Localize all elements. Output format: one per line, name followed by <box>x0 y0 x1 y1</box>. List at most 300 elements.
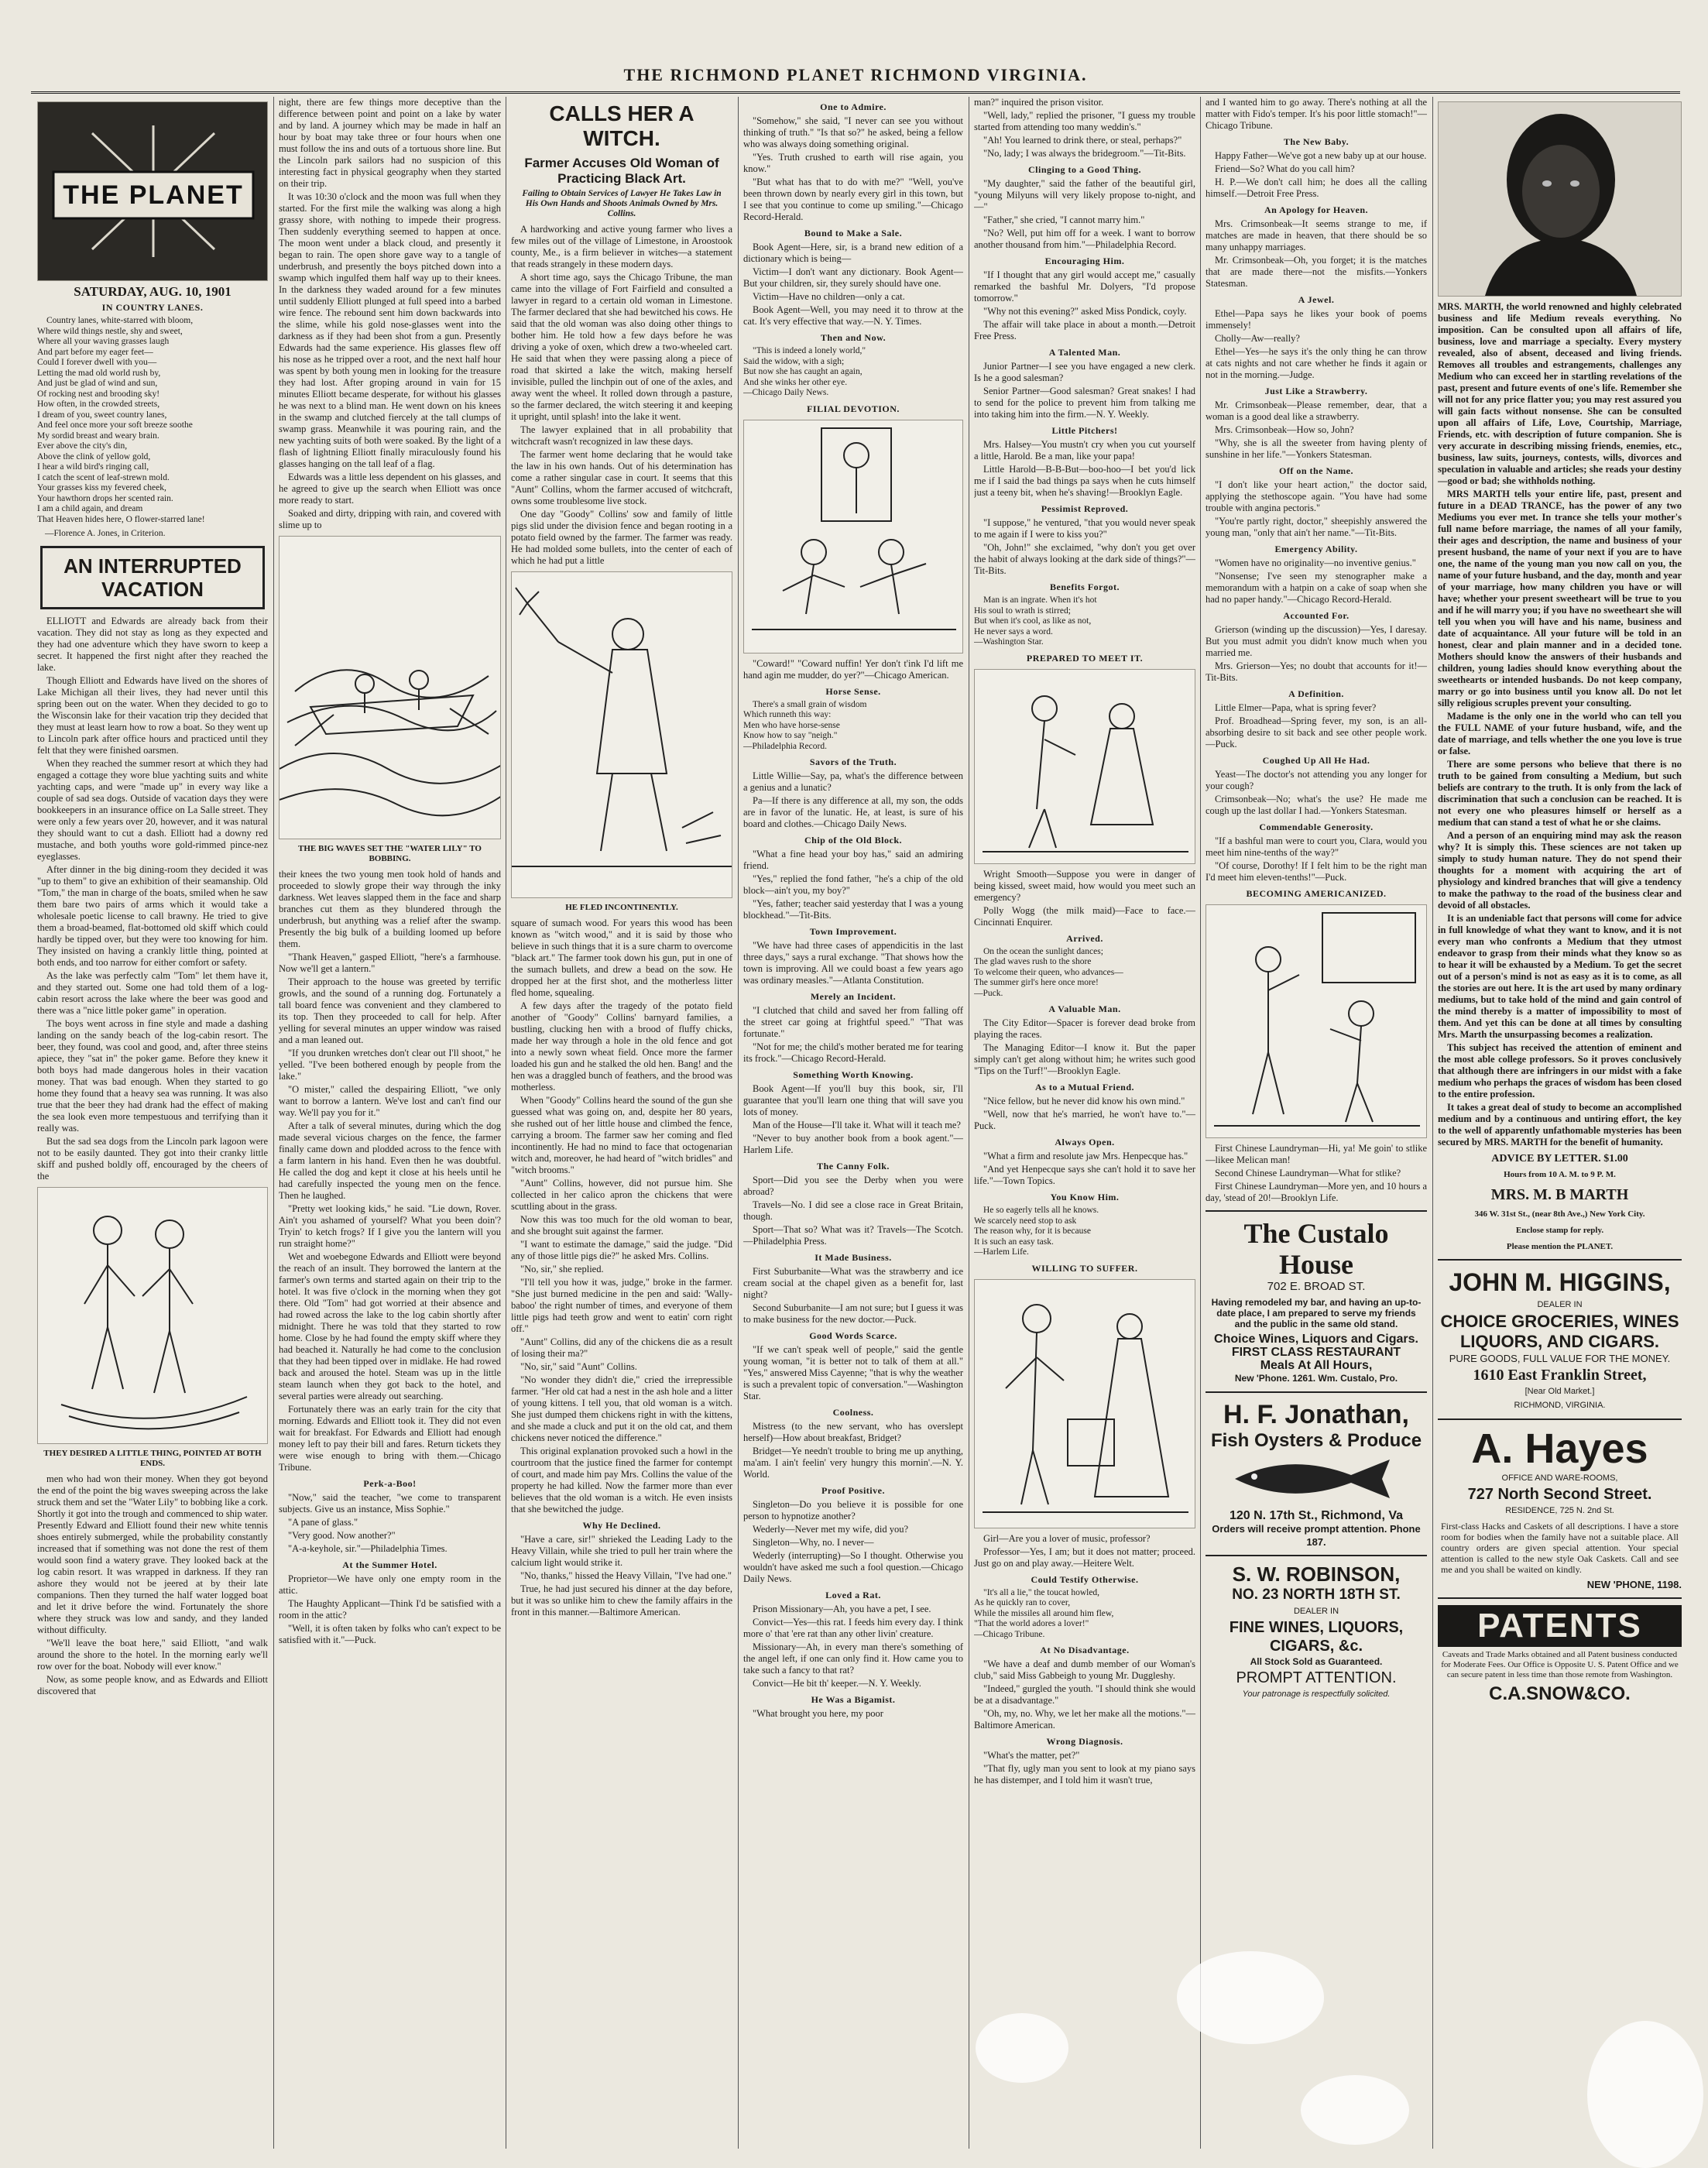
paragraph: men who had won their money. When they got beyond the end of the point the big waves sweeping across the lake struck them and set the "Water Lily" to bobbing like a cork. Shortly it got into the trough and commenced to ship water. Presently Edward and Elliott found their new white tennis shoes entirely submerged, while the probability constantly increased that if something was not done the rest of them would soon find a watery grave. They looked back at the log cabin resort. It was wrapped in darkness. If they ran ashore they would not be jeered at by their late companions. Then they turned the half water logged boat and let it drive before the wind. Fortunately the shore where they struck was low and sandy, and they landed without difficulty. <box>37 1473 268 1635</box>
ad-line: NEW 'PHONE, 1198. <box>1586 1579 1682 1590</box>
paragraph: "Indeed," gurgled the youth. "I should think she would be at a disadvantage." <box>974 1683 1195 1706</box>
ad-divider <box>1206 1555 1427 1556</box>
ad-line: Enclose stamp for reply. <box>1515 1226 1604 1235</box>
paragraph: This original explanation provoked such a howl in the courtroom that the justice fined the farmer for contempt of court, and made him pay Mrs. Collins the value of the property he had killed. Now the farmer more than ever believes that the old woman is a witch. He even insists that she bewitched the judge. <box>511 1446 732 1515</box>
paragraph: Proprietor—We have only one empty room in the attic. <box>279 1573 501 1596</box>
ad-title: H. F. Jonathan, <box>1223 1400 1409 1429</box>
section-heading: The Canny Folk. <box>817 1161 890 1171</box>
poem-title: IN COUNTRY LANES. <box>101 302 204 313</box>
family-drawing-icon <box>744 420 963 653</box>
section-heading: Why He Declined. <box>582 1520 661 1531</box>
paragraph: MRS MARTH tells your entire life, past, present and future in a DEAD TRANCE, has the power of any two Mediums you ever met. In trance she tells your mother's full name before marriage, the names of all your family, their ages and description, the name and business of your present husband, the name of your next if you are to have one, the name of the young man you now call on you, the name of your future husband, and the day, month and year of your marriage, how many children you have or will have; whether your present sweetheart will be true to you and if he will marry you; if you have no sweetheart she will tell you when you will have and his name, business and date of acquaintance. All your future will be told in an honest, clear and plain manner and in a decided tone. Mothers should know the answers of their husbands and children, young ladies should know everything about the sweethearts or intended husbands. Do not keep company, marry or go into business until you know all. Do not let silly religious scruples prevent your consulting. <box>1438 489 1682 708</box>
ad-higgins <box>1438 1267 1682 1412</box>
witch-drawing-icon <box>512 572 732 897</box>
paragraph: "No, thanks," hissed the Heavy Villain, "I've had one." <box>520 1570 732 1581</box>
section-heading: As to a Mutual Friend. <box>1035 1082 1134 1093</box>
paragraph: Singleton—Do you believe it is possible for one person to hypnotize another? <box>743 1499 963 1521</box>
paragraph: "Now," said the teacher, "we come to transparent subjects. Give us an instance, Miss Sophie." <box>279 1492 501 1515</box>
paragraph: "Very good. Now another?" <box>288 1530 396 1541</box>
paragraph: Man of the House—I'll take it. What will it teach me? <box>753 1120 961 1130</box>
section-heading: Chip of the Old Block. <box>804 835 903 846</box>
section-heading: Coolness. <box>832 1407 874 1418</box>
column-rule <box>273 97 274 2149</box>
ad-line: 346 W. 31st St., (near 8th Ave.,) New York City. <box>1474 1209 1645 1219</box>
paper-damage <box>976 2013 1068 2083</box>
paragraph: Grierson (winding up the discussion)—Yes, I daresay. But you must admit you didn't know much when you married me. <box>1206 624 1427 658</box>
section-heading: Then and Now. <box>820 332 887 343</box>
paragraph: Mrs. Grierson—Yes; no doubt that accounts for it!—Tit-Bits. <box>1206 660 1427 683</box>
ad-address: 120 N. 17th St., Richmond, Va <box>1229 1509 1404 1522</box>
paragraph: After a talk of several minutes, during which the dog made several vicious charges on the fence, the farmer finally came down and plodded across to the fence with a farm lantern in his hand. Even then he was doubtful. He called the dog and kept it close at his heels until he had carefully inspected the young men on the fence. Then he laughed. <box>279 1120 501 1201</box>
paragraph: "You're partly right, doctor," sheepishly answered the young man, "only that ain't her name."—Tit-Bits. <box>1206 516 1427 538</box>
ad-custalo-house <box>1206 1218 1427 1385</box>
section-heading: Accounted For. <box>1283 610 1350 621</box>
paragraph: "What's the matter, pet?" <box>983 1750 1080 1761</box>
paragraph: Mr. Crimsonbeak—Oh, you forget; it is the matches that are made there—not the misfits.—Yonkers Statesman. <box>1206 255 1427 289</box>
ad-line: [Near Old Market.] <box>1525 1387 1595 1396</box>
paragraph: Girl—Are you a lover of music, professor? <box>983 1532 1151 1544</box>
ad-title: The Custalo House <box>1243 1218 1389 1280</box>
paragraph: "What a firm and resolute jaw Mrs. Henpecque has." <box>983 1151 1188 1161</box>
poem-body: "It's all a lie," the toucat howled, As he quickly ran to cover, While the missiles all around him flew, "That the world adores a lover!" —Chicago Tribune. <box>974 1587 1114 1639</box>
section-heading: A Talented Man. <box>1048 347 1121 358</box>
paragraph: The farmer went home declaring that he would take the law in his own hands. Out of his determination has come a rather singular case in court. It seems that this "Aunt" Collins, whom the farmer accused of witchcraft, owns some troublesome live stock. <box>511 449 732 506</box>
sailors-drawing-icon <box>38 1188 268 1443</box>
paragraph: Pa—If there is any difference at all, my son, the odds are in favor of the lunatic. He, at least, is sure of his board and clothes.—Chicago Daily News. <box>743 795 963 829</box>
paragraph: Sport—Did you see the Derby when you were abroad? <box>743 1175 963 1197</box>
paragraph: ELLIOTT and Edwards are already back from their vacation. They did not stay as long as they expected and they had one adventure which they have sworn to keep a secret. It happened the first night after they reached the lake. <box>37 616 268 673</box>
paragraph: "Not for me; the child's mother berated me for tearing its frock."—Chicago Record-Herald. <box>743 1041 963 1064</box>
paragraph: Little Willie—Say, pa, what's the difference between a genius and a lunatic? <box>743 770 963 793</box>
paragraph: Little Elmer—Papa, what is spring fever? <box>1215 702 1377 713</box>
paragraph: The Managing Editor—I know it. But the paper simply can't get along without him; he writes such good "Tips on the Turf!"—Brooklyn Eagle. <box>974 1042 1195 1076</box>
ad-address: 1610 East Franklin Street, <box>1473 1367 1647 1384</box>
section-heading: You Know Him. <box>1050 1192 1120 1202</box>
paragraph: Missionary—Ah, in every man there's something of the angel left, if one can only find it. How came you to take such a fancy to that rat? <box>743 1641 963 1676</box>
section-heading: It Made Business. <box>815 1252 892 1263</box>
illustration-prepared <box>974 669 1195 864</box>
section-heading: He Was a Bigamist. <box>811 1694 896 1705</box>
paragraph: "If you drunken wretches don't clear out I'll shoot," he yelled. "I've been bothered enough by people from the lake." <box>279 1048 501 1082</box>
portrait-icon <box>1439 102 1682 296</box>
paragraph: Mrs. Crimsonbeak—How so, John? <box>1215 424 1354 435</box>
poem-body: On the ocean the sunlight dances; The glad waves rush to the shore To welcome their queen, who advances— The summer girl's here once more! —Puck. <box>974 946 1123 998</box>
paragraph: "That fly, ugly man you sent to look at my piano says he has distemper, and I told him it wasn't true, <box>974 1763 1195 1786</box>
paragraph: As the lake was perfectly calm "Tom" let them have it, and they started out. Some one had told them of a log-cabin resort across the lake where the beer was good and there was a "nice little poker game" in operation. <box>37 970 268 1016</box>
ad-divider <box>1438 1418 1682 1420</box>
section-heading: One to Admire. <box>820 101 887 112</box>
planet-logo <box>37 101 268 281</box>
paragraph: "Why, she is all the sweeter from having plenty of sunshine in her life."—Yonkers Statesman. <box>1206 437 1427 460</box>
paragraph: their knees the two young men took hold of hands and proceeded to slowly grope their way through the inky darkness. Wet leaves slapped them in the face and sharp branches cut them as they blundered through the underbrush, but anything was a relief after the swamp. Presently the big bulk of a building loomed up before them. <box>279 869 501 949</box>
poem-body: "This is indeed a lonely world," Said the widow, with a sigh; But now she has caught an again, And she winks her other eye. —Chicago Daily News. <box>743 346 866 397</box>
paragraph: "Coward!" "Coward nuffin! Yer don't t'ink I'd lift me hand agin me mudder, do yer?"—Chicago American. <box>743 657 963 681</box>
section-heading: Benefits Forgot. <box>1050 581 1120 592</box>
masthead-rule <box>31 91 1680 94</box>
paragraph: Soaked and dirty, dripping with rain, and covered with slime up to <box>279 508 501 530</box>
paragraph: "A-a-keyhole, sir."—Philadelphia Times. <box>288 1543 448 1554</box>
column-3 <box>511 97 732 2149</box>
paragraph: The Haughty Applicant—Think I'd be satisfied with a room in the attic? <box>279 1598 501 1621</box>
paragraph: Cholly—Aw—really? <box>1215 333 1300 344</box>
section-heading: Just Like a Strawberry. <box>1264 386 1368 396</box>
section-heading: At the Summer Hotel. <box>342 1559 437 1570</box>
paragraph: Prof. Broadhead—Spring fever, my son, is an all-absorbing desire to sit back and see other people work.—Puck. <box>1206 715 1427 750</box>
paragraph: Wederly (interrupting)—So I thought. Otherwise you wouldn't have asked me such a fool question.—Chicago Daily News. <box>743 1550 963 1584</box>
paragraph: "Ah! You learned to drink there, or steal, perhaps?" <box>983 135 1182 146</box>
section-heading: Something Worth Knowing. <box>793 1069 914 1080</box>
section-heading: Bound to Make a Sale. <box>804 228 903 238</box>
paragraph: One day "Goody" Collins' sow and family of little pigs slid under the division fence and began rooting in a potato field owned by the farmer. The farmer was ready. He had molded some bullets, into the center of each of which he had put a little <box>511 509 732 566</box>
paragraph: "Yes, father; teacher said yesterday that I was a young blockhead."—Tit-Bits. <box>743 898 963 921</box>
paragraph: "And yet Henpecque says she can't hold it to save her life."—Town Topics. <box>974 1164 1195 1186</box>
ad-line: Hours from 10 A. M. to 9 P. M. <box>1504 1170 1616 1179</box>
paragraph: man?" inquired the prison visitor. <box>974 97 1104 108</box>
paragraph: Bridget—Ye needn't trouble to bring me up anything, ma'am. I ain't feelin' very hungry this mornin'.—N. Y. World. <box>743 1446 963 1480</box>
ad-title: A. Hayes <box>1471 1425 1648 1472</box>
paragraph: Second Suburbanite—I am not sure; but I guess it was to make business for the new doctor.—Puck. <box>743 1302 963 1325</box>
paragraph: Convict—Yes—this rat. I feeds him every day. I think more o' that 'ere rat than any other livin' creature. <box>743 1617 963 1639</box>
paragraph: True, he had just secured his dinner at the day before, but it was so unlike him to chew the family affairs in the front in this manner.—Baltimore American. <box>511 1583 732 1617</box>
paragraph: "If I thought that any girl would accept me," casually remarked the bashful Mr. Dolyers, "I'd propose tomorrow." <box>974 269 1195 304</box>
paragraph: Book Agent—If you'll buy this book, sir, I'll guarantee that you'll learn one thing that will save you lots of money. <box>743 1083 963 1117</box>
section-heading: Clinging to a Good Thing. <box>1028 164 1141 175</box>
paragraph: "Somehow," she said, "I never can see you without thinking of truth." "Is that so?" he asked, being a fellow who was always doing something original. <box>743 115 963 149</box>
poem-body: Country lanes, white-starred with bloom, Where wild things nestle, shy and sweet, Where all your waving grasses laugh And part before my eager feet— Could I forever dwell with you— Letting the mad old world rush by, And just be glad of wind and sun, Of rocking nest and brooding sky! How often, in the crowded streets, I dream of you, sweet country lanes, And feel once more your soft breeze soothe My sordid breast and weary brain. Ever above the city's din, Above the clink of yellow gold, I hear a wild bird's ringing call, I catch the scent of leaf-strewn mold. Your grasses kiss my fevered cheek, Your hawthorn drops her scented rain. I am a child again, and dream That Heaven hides here, O flower-starred lane! <box>37 316 205 524</box>
section-heading: An Apology for Heaven. <box>1264 204 1369 215</box>
section-heading: Encouraging Him. <box>1044 256 1125 266</box>
paragraph: "Women have no originality—no inventive genius." <box>1215 557 1416 568</box>
paragraph: The affair will take place in about a month.—Detroit Free Press. <box>974 319 1195 341</box>
logo-text: THE PLANET <box>63 180 244 210</box>
paragraph: "Yes," replied the fond father, "he's a chip of the old block—ain't you, my boy?" <box>743 873 963 896</box>
paragraph: Now, as some people know, and as Edwards and Elliott discovered that <box>37 1674 268 1696</box>
section-heading: BECOMING AMERICANIZED. <box>1246 888 1387 899</box>
illustration-caption: THEY DESIRED A LITTLE THING, POINTED AT BOTH ENDS. <box>43 1449 262 1468</box>
ad-title: PATENTS <box>1438 1605 1682 1647</box>
ad-line: Fish Oysters & Produce <box>1210 1430 1422 1451</box>
paragraph: "Aunt" Collins, did any of the chickens die as a result of losing their ma?" <box>511 1336 732 1359</box>
paragraph: "No, sir," said "Aunt" Collins. <box>520 1361 637 1372</box>
section-heading: Wrong Diagnosis. <box>1046 1736 1123 1747</box>
portrait-mrs-marth <box>1438 101 1682 297</box>
paragraph: "I'll tell you how it was, judge," broke in the farmer. "She just burned medicine in the pen and said: 'Wally-baboo' the right number of times, and everyone of them little pigs had teeth grow and went to eatin' corn right off." <box>511 1277 732 1334</box>
paragraph: It was 10:30 o'clock and the moon was full when they started. For the first mile the walking was along a high grassy shore, with nothing to impede their progress. Then suddenly everything seemed to happen at once. The moon went under a black cloud, and presently it began to rain. The open shore gave way to a tangle of underbrush, and presently the boys pitched down into a swamp which ingulfed them half way up to their knees. In the darkness they waded around for a few minutes until suddenly Elliott plunged at full speed into a barbed wire fence. The rebound sent him down backwards into the slime, while his gold nose-glasses went into the darkness as if they had been shot from a gun. Presently Edwards had the same experience. His glasses flew off his nose as he tripped over a root, and the next half hour was spent by both young men in looking for the treasure they had lost. After groping around in vain for 15 minutes Elliott became desperate, for without his glasses he was next to a blind man. He went down on his knees in the swamp and clutched fiercely at the tall clumps of swamp grass. Meanwhile it was pouring rain, and the new yachting suits of both were soaked. By the light of a flash of lightning Elliott finally miraculously found his glasses hanging on the tall leaf of a flag. <box>279 191 501 469</box>
column-rule <box>1432 97 1433 2149</box>
section-heading: Coughed Up All He Had. <box>1262 755 1370 766</box>
paragraph: This subject has received the attention of eminent and the most able college professors. So it proves conclusively that although there are infringers in our midst with a fake medium who perhaps the graces of wisdom has been closed to the entire profession. <box>1438 1042 1682 1099</box>
paragraph: "What a fine head your boy has," said an admiring friend. <box>743 849 963 871</box>
paragraph: "We'll leave the boat here," said Elliott, "and walk around the shore to the hotel. In the morning early we'll row over for the boat. Nobody will ever know." <box>37 1638 268 1672</box>
section-heading: Off on the Name. <box>1279 465 1353 476</box>
ad-text: Having remodeled my bar, and having an up-to-date place, I am prepared to serve my friends and the public in the same old stand. <box>1211 1297 1422 1329</box>
section-heading: Always Open. <box>1055 1137 1115 1147</box>
section-heading: A Jewel. <box>1298 294 1335 305</box>
paragraph: Prison Missionary—Ah, you have a pet, I see. <box>753 1604 931 1614</box>
paragraph: Now this was too much for the old woman to bear, and she brought suit against the farmer. <box>511 1214 732 1237</box>
paper-damage <box>1177 1951 1324 2044</box>
ad-divider <box>1206 1210 1427 1212</box>
paragraph: "Aunt" Collins, however, did not pursue him. She collected in her calico apron the chickens that were scuttling about in the grass. <box>511 1178 732 1212</box>
ad-address: 702 E. BROAD ST. <box>1267 1280 1366 1293</box>
paragraph: "Never to buy another book from a book agent."—Harlem Life. <box>743 1133 963 1155</box>
paragraph: Senior Partner—Good salesman? Great snakes! I had to send for the police to prevent him from talking me into taking him into the firm.—N. Y. Weekly. <box>974 386 1195 420</box>
paper-damage <box>1587 2021 1703 2168</box>
paragraph: "Thank Heaven," gasped Elliott, "here's a farmhouse. Now we'll get a lantern." <box>279 952 501 974</box>
illustration-laundrymen <box>1206 904 1427 1138</box>
paragraph: "Well, lady," replied the prisoner, "I guess my trouble started from attending too many weddin's." <box>974 110 1195 132</box>
paragraph: and I wanted him to go away. There's nothing at all the matter with Fido's temper. It's his poor little stomach!"—Chicago Tribune. <box>1206 97 1427 131</box>
section-heading: WILLING TO SUFFER. <box>1031 1262 1138 1274</box>
couple-drawing-icon <box>975 670 1195 863</box>
paragraph: When "Goody" Collins heard the sound of the gun she guessed what was going on, and, despite her 80 years, she rushed out of her little house and climbed the fence, carrying a broom. The farmer saw her coming and fled incontinently. He had no mind to face that octogenarian witch and, moreover, he had heard of "witch bridles" and "witch brooms." <box>511 1095 732 1175</box>
ad-hayes <box>1438 1426 1682 1591</box>
ad-line: DEALER IN <box>1293 1607 1339 1616</box>
paragraph: "Nice fellow, but he never did know his own mind." <box>983 1096 1185 1106</box>
illustration-filial <box>743 420 963 653</box>
paragraph: It takes a great deal of study to become an accomplished medium and by a continuous and untiring effort, the key to the well of apparently unfathomable mysteries has been secured by MRS. MARTH for the benefit of humanity. <box>1438 1102 1682 1147</box>
paragraph: The City Editor—Spacer is forever dead broke from playing the races. <box>974 1017 1195 1040</box>
paragraph: Convict—He bit th' keeper.—N. Y. Weekly. <box>753 1678 921 1689</box>
paragraph: "No? Well, put him off for a week. I want to borrow another thousand from him."—Philadelphia Record. <box>974 228 1195 250</box>
paragraph: Victim—Have no children—only a cat. <box>753 291 905 302</box>
paragraph: Though Elliott and Edwards have lived on the shores of Lake Michigan all their lives, they had never until this spring been out on the water. When they decided to go to the Wisconsin lake for their vacation trip they decided that they must at least learn how to row a boat. So they went up to Lincoln park after office hours and practiced until they felt that they were finished oarsmen. <box>37 675 268 756</box>
ad-line: Please mention the PLANET. <box>1506 1242 1614 1251</box>
paragraph: Book Agent—Well, you may need it to throw at the cat. It's very effective that way.—N. Y. Times. <box>743 304 963 327</box>
ad-jonathan <box>1206 1399 1427 1549</box>
ad-line: All Stock Sold as Guaranteed. <box>1250 1656 1383 1667</box>
article-subdeck: Failing to Obtain Services of Lawyer He Takes Law in His Own Hands and Shoots Animals Owned by Mrs. Collins. <box>522 189 722 218</box>
column-6 <box>1206 97 1427 2149</box>
paragraph: "No, sir," she replied. <box>520 1264 604 1274</box>
section-heading: Could Testify Otherwise. <box>1031 1573 1139 1585</box>
ad-line: PROMPT ATTENTION. <box>1236 1669 1397 1686</box>
paragraph: "Pretty wet looking kids," he said. "Lie down, Rover. Ain't you ashamed of yourself? What you been doin'? Tryin' to ketch frogs? If I give you the lantern will you run straight home?" <box>279 1203 501 1249</box>
paragraph: "I don't like your heart action," the doctor said, applying the stethoscope again. "You have had some trouble with angina pectoris." <box>1206 479 1427 513</box>
paragraph: Fortunately there was an early train for the city that morning. Edwards and Elliott took it. They did not even wait for breakfast. For Edwards and Elliott had enough money left to pay their bill and fares. Return tickets they were wise enough to bring with them.—Chicago Tribune. <box>279 1404 501 1473</box>
paragraph: Yeast—The doctor's not attending you any longer for your cough? <box>1206 769 1427 791</box>
paragraph: "What brought you here, my poor <box>753 1708 883 1719</box>
section-heading: PREPARED TO MEET IT. <box>1026 652 1144 664</box>
section-heading: Savors of the Truth. <box>809 756 897 767</box>
paragraph: square of sumach wood. For years this wood has been known as "witch wood," and it is said by those who believe in such things that it is a sure charm to overcome "black art." The farmer took down his gun, put in one of the sumach bullets, and drew a bead on the sow. He dropped her at the first shot, and the motherless litter fled home, squealing. <box>511 918 732 998</box>
illustration-sailors <box>37 1187 268 1444</box>
ad-line: Your patronage is respectfully solicited. <box>1242 1689 1391 1699</box>
paragraph: A hardworking and active young farmer who lives a few miles out of the village of Limestone, in Aroostook county, Me., is a firm believer in witches—a statement that reads strangely in these modern days. <box>511 224 732 269</box>
paragraph: And a person of an enquiring mind may ask the reason why? It is simply this. These sciences are not taken up simply to study human nature. They do not spend their thoughts for a moment with acquiring the art of physiology and kindred branches that will give a tendency to make the pathway to the road of the business clear and devoid of all obstacles. <box>1438 830 1682 911</box>
ad-line: FIRST CLASS RESTAURANT <box>1231 1346 1401 1359</box>
ad-address: NO. 23 NORTH 18TH ST. <box>1232 1587 1401 1603</box>
ad-line: DEALER IN <box>1537 1300 1583 1309</box>
paragraph: "I clutched that child and saved her from falling off the street car going at frightful speed." "That was fortunate." <box>743 1005 963 1039</box>
paragraph: Sport—That so? What was it? Travels—The Scotch.—Philadelphia Press. <box>743 1224 963 1247</box>
paragraph: Crimsonbeak—No; what's the use? He made me cough up the last dollar I had.—Yonkers Statesman. <box>1206 794 1427 816</box>
section-heading: FILIAL DEVOTION. <box>807 403 900 414</box>
paragraph: Wright Smooth—Suppose you were in danger of being kissed, sweet maid, how would you meet such an emergency? <box>974 868 1195 903</box>
paragraph: "We have had three cases of appendicitis in the last three days," says a rural exchange. "That shows how the town is improving. All we could boast a few years ago was ordinary measles."—Atlanta Constitution. <box>743 940 963 986</box>
column-4 <box>743 97 963 2149</box>
illustration-witch <box>511 571 732 898</box>
section-heading: Horse Sense. <box>825 685 881 697</box>
paragraph: "My daughter," said the father of the beautiful girl, "young Milyuns will very likely propose to-night, and—" <box>974 178 1195 212</box>
masthead: THE RICHMOND PLANET RICHMOND VIRGINIA. <box>623 65 1088 84</box>
paragraph: "Have a care, sir!" shrieked the Leading Lady to the Heavy Villain, while she tried to pull her train where the calcium light would strike it. <box>511 1534 732 1568</box>
paragraph: "If a bashful man were to court you, Clara, would you meet him nine-tenths of the way?" <box>1206 835 1427 858</box>
ad-line: RESIDENCE, 725 N. 2nd St. <box>1505 1506 1614 1515</box>
section-heading: At No Disadvantage. <box>1040 1645 1130 1655</box>
ad-line: Choice Wines, Liquors and Cigars. <box>1214 1333 1418 1346</box>
ad-address: 727 North Second Street. <box>1467 1486 1652 1503</box>
column-rule <box>738 97 739 2149</box>
poem-body: There's a small grain of wisdom Which runneth this way: Men who have horse-sense Know how to say "neigh." —Philadelphia Record. <box>743 699 867 751</box>
paragraph: Their approach to the house was greeted by terrific growls, and the sound of a running dog. Fortunately a tall board fence was convenient and they clambered to its top. Then they proceeded to call for help. After yelling for several minutes an upper window was raised and a man leaned out. <box>279 976 501 1045</box>
paragraph: A few days after the tragedy of the potato field another of "Goody" Collins' barnyard families, a bustling, clucking hen with a brood of fluffy chicks, made her way through a hole in the old fence and got into a newly sown wheat field. Once more the farmer loaded his gun and he stalked the old hen. Bang! and the hen was a draggled bunch of feathers, and the brood was motherless. <box>511 1000 732 1093</box>
paragraph: Second Chinese Laundryman—What for stlike? <box>1215 1168 1401 1178</box>
section-heading: Town Improvement. <box>809 926 897 937</box>
paragraph: "I want to estimate the damage," said the judge. "Did any of those little pigs die?" he asked Mrs. Collins. <box>511 1239 732 1261</box>
paragraph: Happy Father—We've got a new baby up at our house. <box>1215 150 1427 161</box>
paragraph: Mrs. Halsey—You mustn't cry when you cut yourself a little, Harold. Be a man, like your papa! <box>974 439 1195 461</box>
issue-date: SATURDAY, AUG. 10, 1901 <box>74 284 232 299</box>
ad-line: C.A.SNOW&CO. <box>1489 1683 1631 1704</box>
paragraph: H. P.—We don't call him; he does all the calling himself.—Detroit Free Press. <box>1206 177 1427 199</box>
paragraph: Wederly—Never met my wife, did you? <box>753 1524 909 1535</box>
paragraph: "Nonsense; I've seen my stenographer make a memorandum with a hatpin on a cake of soap when she had no paper handy."—Chicago Record-Herald. <box>1206 571 1427 605</box>
ad-line: Meals At All Hours, <box>1260 1359 1373 1372</box>
paragraph: "Oh, John!" she exclaimed, "why don't you get over the habit of always looking at the dark side of things?"—Tit-Bits. <box>974 542 1195 576</box>
paragraph: "I suppose," he ventured, "that you would never speak to me again if I were to kiss you?" <box>974 517 1195 540</box>
paragraph: Victim—I don't want any dictionary. Book Agent—But your children, sir, they surely should have one. <box>743 266 963 289</box>
paragraph: After dinner in the big dining-room they decided it was "up to them" to give an exhibition of their seamanship. Old "Tom," the man in charge of the boats, smiled when he saw them bare two pairs of arms which it would take a wholesale poetic license to call brawny. He tried to give them a broad-beamed, flat-bottomed old skiff which could hardly be tipped over, but they were too knowing for him. They insisted on having a crankly little thing, pointed at both ends, and too narrow for either comfort or safety. <box>37 864 268 968</box>
rowboat-drawing-icon <box>280 537 501 839</box>
paragraph: Mr. Crimsonbeak—Please remember, dear, that a woman is a good deal like a strawberry. <box>1206 400 1427 422</box>
paragraph: Madame is the only one in the world who can tell you the FULL NAME of your future husband, wife, and the date of marriage, and tells whether the one you love is true or false. <box>1438 711 1682 756</box>
paragraph: Little Harold—B-B-But—boo-hoo—I bet you'd lick me if I said the bad things pa says when he cuts himself just a teeny bit, when he's shaving!—Brooklyn Eagle. <box>974 464 1195 498</box>
ad-divider <box>1438 1259 1682 1261</box>
paragraph: Ethel—Yes—he says it's the only thing he can throw at cats nights and not care whether he finds it again or not in the morning.—Judge. <box>1206 346 1427 380</box>
paragraph: When they reached the summer resort at which they had engaged a cottage they wore blue yachting suits and white yachting caps, and were "made up" in every way like a couple of sad sea dogs. Outside of vacation days they were bookkeepers in an insurance office on La Salle street. They were only a few years over 20, however, and it was natural they should want to cut a dash. Elliott had a downy red mustache, and both youths wore gold-rimmed pince-nez eyeglasses. <box>37 758 268 862</box>
paragraph: "If we can't speak well of people," said the gentle young woman, "it is better not to talk of them at all." "Yes," answered Miss Cayenne; "that is why the weather is such a prevalent topic of conversation."—Washington Star. <box>743 1344 963 1401</box>
paragraph: Mrs. Crimsonbeak—It seems strange to me, if matches are made in heaven, that there should be so many unhappy marriages. <box>1206 218 1427 252</box>
fish-icon <box>1219 1452 1413 1506</box>
section-heading: Proof Positive. <box>821 1485 885 1496</box>
ad-line: MRS. M. B MARTH <box>1490 1186 1629 1203</box>
paragraph: "Of course, Dorothy! If I felt him to be the right man I'd meet him eleven-tenths!"—Puck. <box>1206 860 1427 883</box>
paragraph: It is an undeniable fact that persons will come for advice in full knowledge of what they want to know, and it is not every man who confronts a Medium that they utmost endeavor to grasp from their minds what they know so as to hear it will be exhausted by a Medium. To get the secret out of a person's mind is not as easy as it is to come, as all the stories are out here. It is the art used by many ordinary mediums, but to take hold of the mind and gain control of the mind thereby is a matter of impossibility to most of them. And yet this can be done at all times by consulting Mrs. Marth the unsurpassing becomes a realization. <box>1438 913 1682 1040</box>
paragraph: "O mister," called the despairing Elliott, "we only want to borrow a lantern. We've lost and can't find our way. We'll pay you for it." <box>279 1084 501 1118</box>
section-heading: Pessimist Reproved. <box>1041 503 1129 514</box>
paragraph: "No, lady; I was always the bridegroom."—Tit-Bits. <box>983 148 1186 159</box>
paragraph: Friend—So? What do you call him? <box>1215 163 1355 174</box>
paragraph: First Chinese Laundryman—More yen, and 10 hours a day, 'stead of 20!—Brooklyn Life. <box>1206 1181 1427 1203</box>
ad-text: Caveats and Trade Marks obtained and all Patent business conducted for Moderate Fees. Our Office is Opposite U. S. Patent Office and we can secure patent in less time than those remote from Washington. <box>1441 1650 1679 1679</box>
paragraph: There are some persons who believe that there is no truth to be gained from consulting a Medium, but such beliefs are contrary to the truth. It is only from the lack of discrimination that such a conclusion can be reached. It is not every one who pleasures himself or herself as a medium that can stand a test of what he or she claims. <box>1438 759 1682 828</box>
story-title: AN INTERRUPTED VACATION <box>40 546 265 609</box>
paragraph: Book Agent—Here, sir, is a brand new edition of a dictionary which is being— <box>743 242 963 264</box>
article-deck: Farmer Accuses Old Woman of Practicing Black Art. <box>524 156 719 186</box>
paragraph: Travels—No. I did see a close race in Great Britain, though. <box>743 1199 963 1222</box>
ad-line: New 'Phone. 1261. Wm. Custalo, Pro. <box>1234 1373 1398 1384</box>
section-heading: Merely an Incident. <box>810 991 897 1002</box>
paragraph: "A pane of glass." <box>288 1517 358 1528</box>
column-1 <box>37 97 268 2149</box>
section-heading: Emergency Ability. <box>1274 544 1358 554</box>
illustration-caption: THE BIG WAVES SET THE "WATER LILY" TO BOBBING. <box>298 844 482 863</box>
poem-author: —Florence A. Jones, in Criterion. <box>45 529 166 538</box>
ad-text: First-class Hacks and Caskets of all descriptions. I have a store room for bodies when the family have not a suitable place. All country orders are given special attention. Your special attention is called to the new style Oak Caskets. Call and see me and you shall be waited on kindly. <box>1441 1521 1679 1575</box>
paragraph: A short time ago, says the Chicago Tribune, the man came into the village of Fort Fairfield and consulted a lawyer in regard to a certain old woman in Limestone. The farmer declared that she had bewitched his cows. He said that the old woman was also doing other things to bother him. He told how a few days before he was driving a yoke of oxen, which drew a two-wheeled cart. He said that when they were passing along a piece of road that skirted a lake the witch, making herself invisible, pulled the linchpin out of one of the axles, and away went the wheel. It rolled down through a pasture, so the farmer declared, the witch steering it and keeping it upright, until splash! into the lake it went. <box>511 272 732 422</box>
column-2 <box>279 97 501 2149</box>
professor-drawing-icon <box>975 1280 1195 1528</box>
article-title: CALLS HER A WITCH. <box>549 101 695 150</box>
section-heading: A Definition. <box>1288 688 1344 699</box>
poem-body: He so eagerly tells all he knows. We scarcely need stop to ask The reason why, for it is because It is such an easy task. —Harlem Life. <box>974 1206 1099 1257</box>
paragraph: Mistress (to the new servant, who has overslept herself)—How about breakfast, Bridget? <box>743 1421 963 1443</box>
paragraph: "Yes. Truth crushed to earth will rise again, you know." <box>743 152 963 174</box>
section-heading: Arrived. <box>1066 932 1103 944</box>
paragraph: "Well, it is often taken by folks who can't expect to be satisfied with it."—Puck. <box>279 1623 501 1645</box>
section-heading: The New Baby. <box>1283 136 1350 147</box>
paragraph: The lawyer explained that in all probability that witchcraft wasn't recognized in law these days. <box>511 424 732 447</box>
section-heading: A Valuable Man. <box>1048 1003 1121 1014</box>
ad-line: OFFICE AND WARE-ROOMS, <box>1501 1473 1618 1483</box>
laundrymen-drawing-icon <box>1206 905 1427 1137</box>
section-heading: Loved a Rat. <box>825 1590 881 1600</box>
paragraph: "We have a deaf and dumb member of our Woman's club," said Miss Gabbeigh to young Mr. Duggleshy. <box>974 1659 1195 1681</box>
paragraph: Ethel—Papa says he likes your book of poems immensely! <box>1206 308 1427 331</box>
paragraph: "Father," she cried, "I cannot marry him." <box>983 214 1145 225</box>
ad-robinson <box>1206 1563 1427 1701</box>
section-heading: Good Words Scarce. <box>809 1330 897 1341</box>
paragraph: The boys went across in fine style and made a dashing landing on the sandy beach of the log-cabin resort. The beer, they found, was cool and good, and, after three steins apiece, they "sat in" the poker game. Before they knew it both boys had made dangerous holes in their vacation money. That was bad enough. When they started to go home they found that a heavy sea was running. It was also true that the beer they had drank had the effect of making the sea look even more tempestuous and terrifying than it really was. <box>37 1018 268 1134</box>
ad-title: S. W. ROBINSON, <box>1232 1563 1401 1586</box>
paragraph: MRS. MARTH, the world renowned and highly celebrated business and life Medium reveals everything. No imposition. Can be consulted upon all affairs of life, business, love and marriage a specialty. Every mystery revealed, also of absent, deceased and living friends. Removes all troubles and estrangements, challenges any Medium who can exceed her in startling revelations of the past, present and future events of one's life. Remember she will not for any price flatter you; you may rest assured you will gain facts without nonsense. She can be consulted upon all affairs of Life, Love, Courtship, Marriage, Friends, etc. with description of future companion. She is very accurate in describing missing friends, enemies, etc., business, law suits, journeys, contests, wills, divorces and speculation in valuable and articles; she reads your destiny—good or bad; she withholds nothing. <box>1438 301 1682 486</box>
paragraph: First Chinese Laundryman—Hi, ya! Me goin' to stlike—likee Melican man! <box>1206 1143 1427 1165</box>
ad-line: RICHMOND, VIRGINIA. <box>1514 1401 1606 1410</box>
paragraph: Singleton—Why, no. I never— <box>753 1537 874 1548</box>
section-heading: Commendable Generosity. <box>1259 822 1374 832</box>
ad-line: PURE GOODS, FULL VALUE FOR THE MONEY. <box>1449 1353 1671 1364</box>
paragraph: Edwards was a little less dependent on his glasses, and he agreed to give up the search when Elliott was once more ready to start. <box>279 472 501 506</box>
column-rule <box>1200 97 1201 2149</box>
section-heading: Little Pitchers! <box>1051 425 1118 436</box>
illustration-rowboat <box>279 536 501 839</box>
paragraph: Polly Wogg (the milk maid)—Face to face.—Cincinnati Enquirer. <box>974 904 1195 928</box>
paragraph: "But what has that to do with me?" "Well, you've been thrown down by nearly every girl in this town, but I see that you continue to come up smiling."—Chicago Record-Herald. <box>743 177 963 222</box>
ad-title: JOHN M. HIGGINS, <box>1449 1268 1671 1296</box>
paragraph: Wet and woebegone Edwards and Elliott were beyond the reach of an insult. They borrowed the lantern at the farmer's own terms and started again on their trip to the hotel. It was five o'clock in the morning when they got there. Old "Tom" had got worried at their absence and had rowed across the lake to the log cabin shortly after midnight. There he was told that they started to row home. Close by he had found the empty skiff where they had beached it. Naturally he had come to the conclusion that they had been tipped over in midlake. He had rowed back and aroused the hotel. Steam was up in the little steam launch when they got back to the hotel, and several parties were already out searching. <box>279 1251 501 1401</box>
ad-divider <box>1206 1391 1427 1393</box>
paragraph: Professor—Yes, I am; but it does not matter; proceed. Just go on and play away.—Heitere Welt. <box>974 1545 1195 1569</box>
paper-damage <box>1301 2075 1409 2145</box>
paragraph: "Why not this evening?" asked Miss Pondick, coyly. <box>983 306 1187 317</box>
paragraph: "Well, now that he's married, he won't have to."—Puck. <box>974 1109 1195 1131</box>
column-5 <box>974 97 1195 2149</box>
paragraph: night, there are few things more deceptive than the difference between point and point on a lake by water and by land. A journey which may be made in half an hour by boat may take three or four hours when one must follow the ins and outs of a tortuous shore line. But the Lincoln park sailors had no suspicion of this interesting fact in physical geography when they started on their trip. <box>279 97 501 189</box>
poem-body: Man is an ingrate. When it's hot His soul to wrath is stirred; But when it's cool, as like as not, He never says a word. —Washington Star. <box>974 595 1097 647</box>
paragraph: Junior Partner—I see you have engaged a new clerk. Is he a good salesman? <box>974 361 1195 383</box>
section-heading: Perk-a-Boo! <box>363 1478 417 1489</box>
paragraph: "No wonder they didn't die," cried the irrepressible farmer. "Her old cat had a nest in the ash hole and a litter of young kittens. I tell you, that old woman is a witch. She just dumped them chickens right in with the kittens, and she made a cluck and put it on the old cat, and them chickens never noticed the difference." <box>511 1374 732 1443</box>
ad-divider <box>1438 1597 1682 1599</box>
paragraph: But the sad sea dogs from the Lincoln park lagoon were not to be easily daunted. They got into their cranky little skiff and pushed boldly off, encouraged by the cheers of the <box>37 1136 268 1182</box>
illustration-caption: HE FLED INCONTINENTLY. <box>565 903 678 912</box>
paragraph: "Oh, my, no. Why, we let her make all the motions."—Baltimore American. <box>974 1708 1195 1731</box>
ad-line: FINE WINES, LIQUORS, CIGARS, &c. <box>1229 1619 1404 1655</box>
paragraph: First Suburbanite—What was the strawberry and ice cream social at the chapel given as a benefit for, last night? <box>743 1266 963 1300</box>
ad-line: CHOICE GROCERIES, WINES LIQUORS, AND CIGARS. <box>1440 1312 1679 1351</box>
ad-line: ADVICE BY LETTER. $1.00 <box>1491 1153 1628 1165</box>
